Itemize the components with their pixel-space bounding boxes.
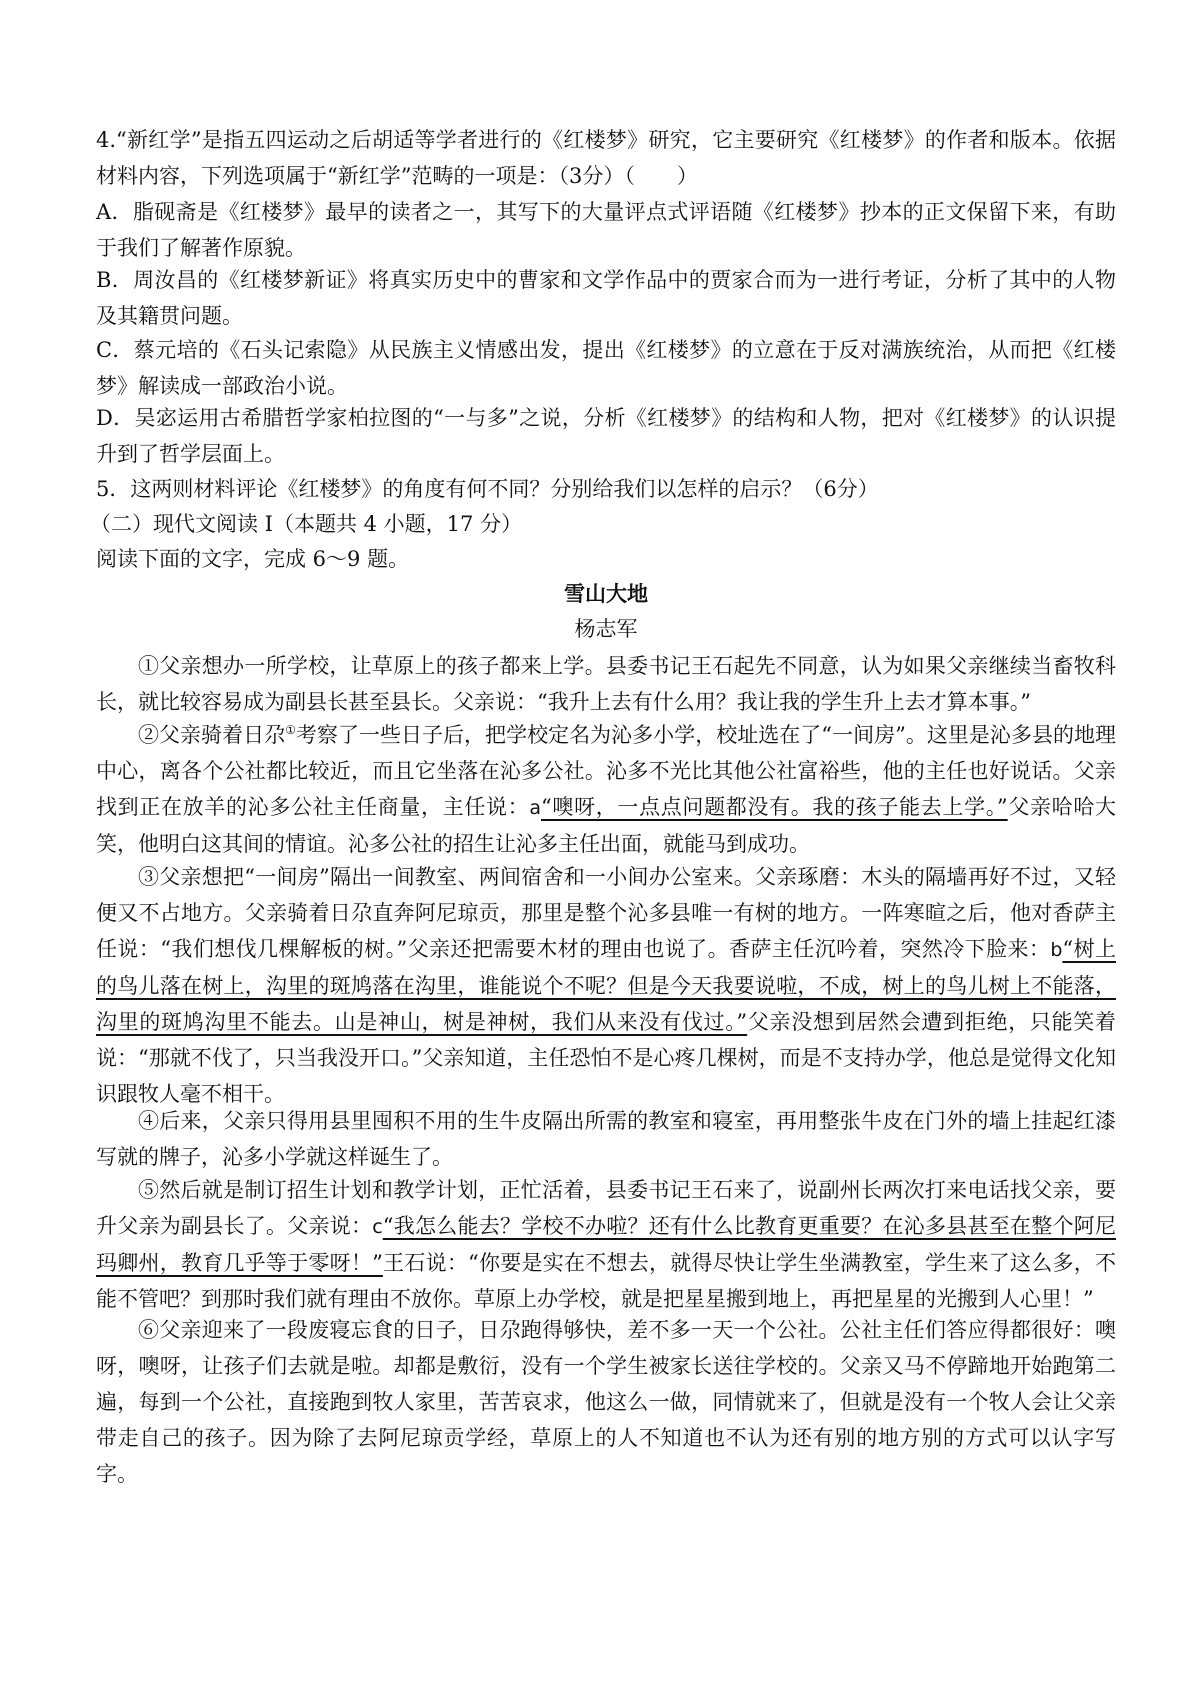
underlined-quote-b: “树上的鸟儿落在树上，沟里的斑鸠落在沟里，谁能说个不呢？但是今天我要说啦，不成，树上的鸟儿树上不能落，沟里的斑鸠沟里不能去。山是神山，树是神树，我们从来没有伐过。” (96, 937, 1116, 1034)
section-heading: （二）现代文阅读 I（本题共 4 小题，17 分） (90, 512, 523, 536)
p5-text-1: ⑤然后就是制订招生计划和教学计划，正忙活着，县委书记王石来了，说副州长两次打来电话找父亲，要升父亲为副县长了。父亲说： (96, 1178, 1116, 1238)
p3-text-1: ③父亲想把“一间房”隔出一间教室、两间宿舍和一小间办公室来。父亲琢磨：木头的隔墙再好不过，又轻便又不占地方。父亲骑着日尕直奔阿尼琼贡，那里是整个沁多县唯一有树的地方。一阵寒暄之后，他对香萨主任说：“我们想伐几棵解板的树。”父亲还把需要木材的理由也说了。香萨主任沉吟着，突然冷下脸来： (96, 865, 1116, 961)
p2-text-2: 考察了一些日子后，把学校定名为沁多小学，校址选在了“一间房”。这里是沁多县的地理中心，离各个公社都比较近，而且它坐落在沁多公社。沁多不光比其他公社富裕些，他的主任也好说话。父亲找到正在放羊的沁多公社主任商量，主任说： (96, 723, 1117, 819)
p5-text-2: 王石说：“你要是实在不想去，就得尽快让学生坐满教室，学生来了这么多，不能不管吧？到那时我们就有理由不放你。草原上办学校，就是把星星搬到地上，再把星星的光搬到人心里！” (96, 1251, 1116, 1311)
question-4-option-b: B．周汝昌的《红楼梦新证》将真实历史中的曹家和文学作品中的贾家合而为一进行考证，分析了其中的人物及其籍贯问题。 (96, 268, 1116, 328)
article-author: 杨志军 (574, 617, 638, 641)
question-5: 5．这两则材料评论《红楼梦》的角度有何不同？分别给我们以怎样的启示？（6分） (96, 477, 879, 501)
article-paragraph-5 (96, 1172, 1116, 1317)
article-paragraph-3 (96, 859, 1116, 1112)
article-paragraph-6: ⑥父亲迎来了一段废寝忘食的日子，日尕跑得够快，差不多一天一个公社。公社主任们答应得都很好：噢呀，噢呀，让孩子们去就是啦。却都是敷衍，没有一个学生被家长送往学校的。父亲又马不停蹄地开始跑第二遍，每到一个公社，直接跑到牧人家里，苦苦哀求，他这么一做，同情就来了，但就是没有一个牧人会让父亲带走自己的孩子。因为除了去阿尼琼贡学经，草原上的人不知道也不认为还有别的地方别的方式可以认字写字。 (96, 1318, 1116, 1486)
question-4-stem: 4.“新红学”是指五四运动之后胡适等学者进行的《红楼梦》研究，它主要研究《红楼梦》的作者和版本。依据材料内容，下列选项属于“新红学”范畴的一项是：（3分）（ ） (96, 128, 1116, 188)
article-title: 雪山大地 (564, 581, 648, 606)
question-4-option-a: A．脂砚斋是《红楼梦》最早的读者之一，其写下的大量评点式评语随《红楼梦》抄本的正文保留下来，有助于我们了解著作原貌。 (96, 200, 1116, 260)
article-paragraph-4: ④后来，父亲只得用县里囤积不用的生牛皮隔出所需的教室和寝室，再用整张牛皮在门外的墙上挂起红漆写就的牌子，沁多小学就这样诞生了。 (96, 1109, 1116, 1169)
question-4-option-c: C．蔡元培的《石头记索隐》从民族主义情感出发，提出《红楼梦》的立意在于反对满族统治，从而把《红楼梦》解读成一部政治小说。 (96, 338, 1116, 398)
underlined-quote-a: “噢呀，一点点问题都没有。我的孩子能去上学。” (541, 795, 1008, 819)
article-paragraph-2 (96, 717, 1116, 862)
section-instruction: 阅读下面的文字，完成 6～9 题。 (96, 547, 410, 571)
annotation-tag-a: a (529, 797, 541, 819)
annotation-tag-b: b (1050, 939, 1063, 961)
article-paragraph-1: ①父亲想办一所学校，让草原上的孩子都来上学。县委书记王石起先不同意，认为如果父亲继续当畜牧科长，就比较容易成为副县长甚至县长。父亲说：“我升上去有什么用？我让我的学生升上去才算本事。” (96, 654, 1116, 714)
question-4-option-d: D．吴宓运用古希腊哲学家柏拉图的“一与多”之说，分析《红楼梦》的结构和人物，把对《红楼梦》的认识提升到了哲学层面上。 (96, 406, 1116, 466)
underlined-quote-c: “我怎么能去？学校不办啦？还有什么比教育更重要？在沁多县甚至在整个阿尼玛卿州，教育几乎等于零呀！” (96, 1214, 1117, 1275)
annotation-tag-c: c (372, 1216, 383, 1238)
p2-text-1: ②父亲骑着日尕 (138, 723, 286, 747)
p3-text-2: 父亲没想到居然会遭到拒绝，只能笑着说：“那就不伐了，只当我没开口。”父亲知道，主任恐怕不是心疼几棵树，而是不支持办学，他总是觉得文化知识跟牧人毫不相干。 (96, 1010, 1117, 1106)
p2-text-3: 父亲哈哈大笑，他明白这其间的情谊。沁多公社的招生让沁多主任出面，就能马到成功。 (96, 795, 1116, 856)
footnote-marker: ① (285, 723, 296, 737)
